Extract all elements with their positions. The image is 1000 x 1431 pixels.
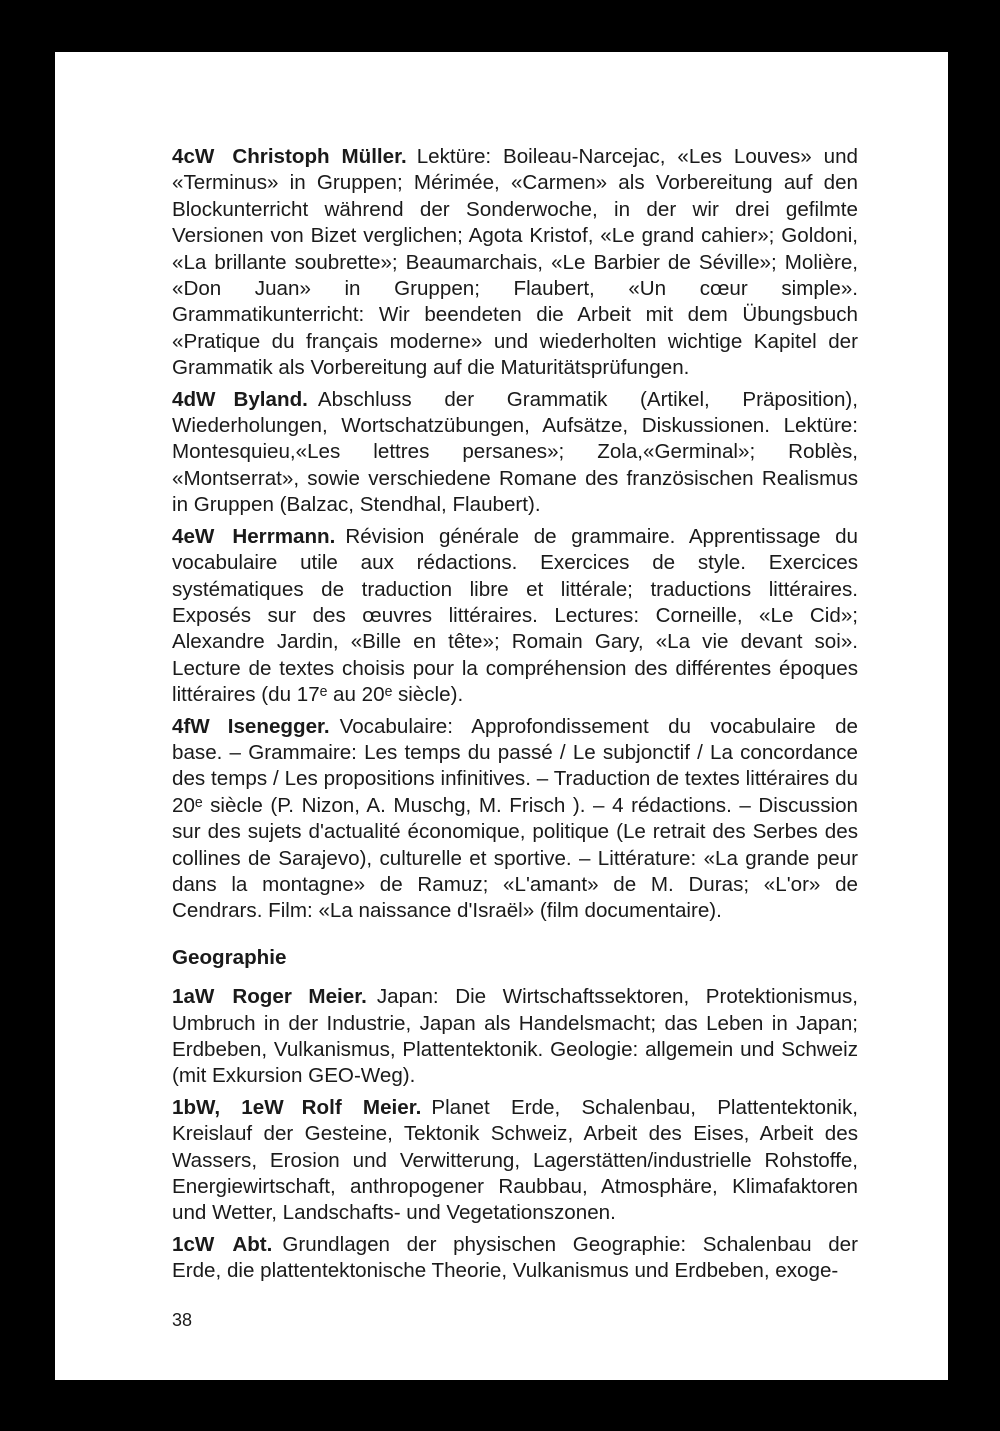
entry-text: Grundlagen der physischen Geographie: Schalenbau der Erde, die plattentektonische Theorie, Vulkanismus und Erdbeben, exoge- bbox=[172, 1232, 858, 1283]
entry-text: Planet Erde, Schalenbau, Plattentektonik, Kreislauf der Gesteine, Tektonik Schweiz, Arbeit des Eises, Arbeit des Wassers, Erosion und Verwitterung, Lagerstätten/industrielle Rohstoffe, Energiewirtschaft, anthropogener Raubbau, Atmosphäre, Klimafaktoren und Wetter, Landschafts- und Vegetationszonen. bbox=[172, 1095, 859, 1225]
class-code: 4cW bbox=[172, 145, 215, 168]
teacher-name: Christoph Müller. bbox=[232, 145, 407, 168]
teacher-name: Isenegger. bbox=[227, 714, 330, 738]
entry-text: Abschluss der Grammatik (Artikel, Präposition), Wiederholungen, Wortschatzübungen, Aufsätze, Diskussionen. Lektüre: Montesquieu,«Les lettres persanes»; Zola,«Germinal»; Roblès, «Montserrat», sowie verschiedene Romane des französischen Realismus in Gruppen (Balzac, Stendhal, Flaubert). bbox=[172, 387, 858, 517]
class-entry-4ew bbox=[172, 524, 858, 709]
section-title-geographie: Geographie bbox=[172, 945, 287, 969]
teacher-name: Rolf Meier. bbox=[301, 1095, 422, 1119]
entry-text: Lektüre: Boileau-Narcejac, «Les Louves» und «Terminus» in Gruppen; Mérimée, «Carmen» als Vorbereitung auf den Blockunterricht während der Sonderwoche, in der wir drei gefilmte Versionen von Bizet verglichen; Agota Kristof, «Le grand cahier»; Goldoni, «La brillante soubrette»; Beaumarchais, «Le Barbier de Séville»; Molière, «Don Juan» in Gruppen; Flaubert, «Un cœur simple». Grammatikunterricht: Wir beendeten die Arbeit mit dem Übungsbuch «Pratique du français moderne» und wiederholten wichtige Kapitel der Grammatik als Vorbereitung auf die Maturitätsprüfungen. bbox=[172, 145, 858, 380]
class-code: 1cW bbox=[172, 1232, 215, 1256]
entry-text: Japan: Die Wirtschaftssektoren, Protektionismus, Umbruch in der Industrie, Japan als Handelsmacht; das Leben in Japan; Erdbeben, Vulkanismus, Plattentektonik. Geologie: allgemein und Schweiz (mit Exkursion GEO-Weg). bbox=[172, 985, 858, 1088]
class-code: 4dW bbox=[172, 387, 216, 411]
entry-text: Révision générale de grammaire. Apprentissage du vocabulaire utile aux rédactions. Exercices de style. Exercices systématiques de traduction libre et littérale; traductions littéraires. Exposés sur des œuvres littéraires. Lectures: Corneille, «Le Cid»; Alexandre Jardin, «Bille en tête»; Romain Gary, «La vie devant soi». Lecture de textes choisis pour la compréhension des différentes époques littéraires (du 17ᵉ au 20ᵉ siècle). bbox=[172, 524, 858, 707]
teacher-name: Herrmann. bbox=[232, 524, 336, 548]
class-code: 4fW bbox=[172, 714, 210, 738]
class-entry-1cw bbox=[172, 1232, 858, 1285]
document-page bbox=[55, 52, 948, 1380]
page-number: 38 bbox=[172, 1310, 193, 1330]
class-entry-4cw bbox=[172, 144, 858, 382]
class-entry-4fw bbox=[172, 714, 858, 925]
teacher-name: Byland. bbox=[233, 387, 308, 411]
class-code: 4eW bbox=[172, 524, 215, 548]
class-entry-1bw-1ew bbox=[172, 1095, 858, 1227]
class-code: 1aW bbox=[172, 985, 215, 1009]
page-content bbox=[172, 144, 858, 1290]
class-entry-1aw bbox=[172, 984, 858, 1090]
teacher-name: Roger Meier. bbox=[232, 985, 367, 1009]
teacher-name: Abt. bbox=[232, 1232, 273, 1256]
class-code: 1bW, 1eW bbox=[172, 1095, 284, 1119]
entry-text: Vocabulaire: Approfondissement du vocabulaire de base. – Grammaire: Les temps du passé / Le subjonctif / La concordance des temps / Les propositions infinitives. – Traduction de textes littéraires du 20ᵉ siècle (P. Nizon, A. Muschg, M. Frisch ). – 4 rédactions. – Discussion sur des sujets d'actualité économique, politique (Le retrait des Serbes des collines de Sarajevo), culturelle et sportive. – Littérature: «La grande peur dans la montagne» de Ramuz; «L'amant» de M. Duras; «L'or» de Cendrars. Film: «La naissance d'Israël» (film documentaire). bbox=[172, 714, 858, 923]
class-entry-4dw bbox=[172, 387, 858, 519]
